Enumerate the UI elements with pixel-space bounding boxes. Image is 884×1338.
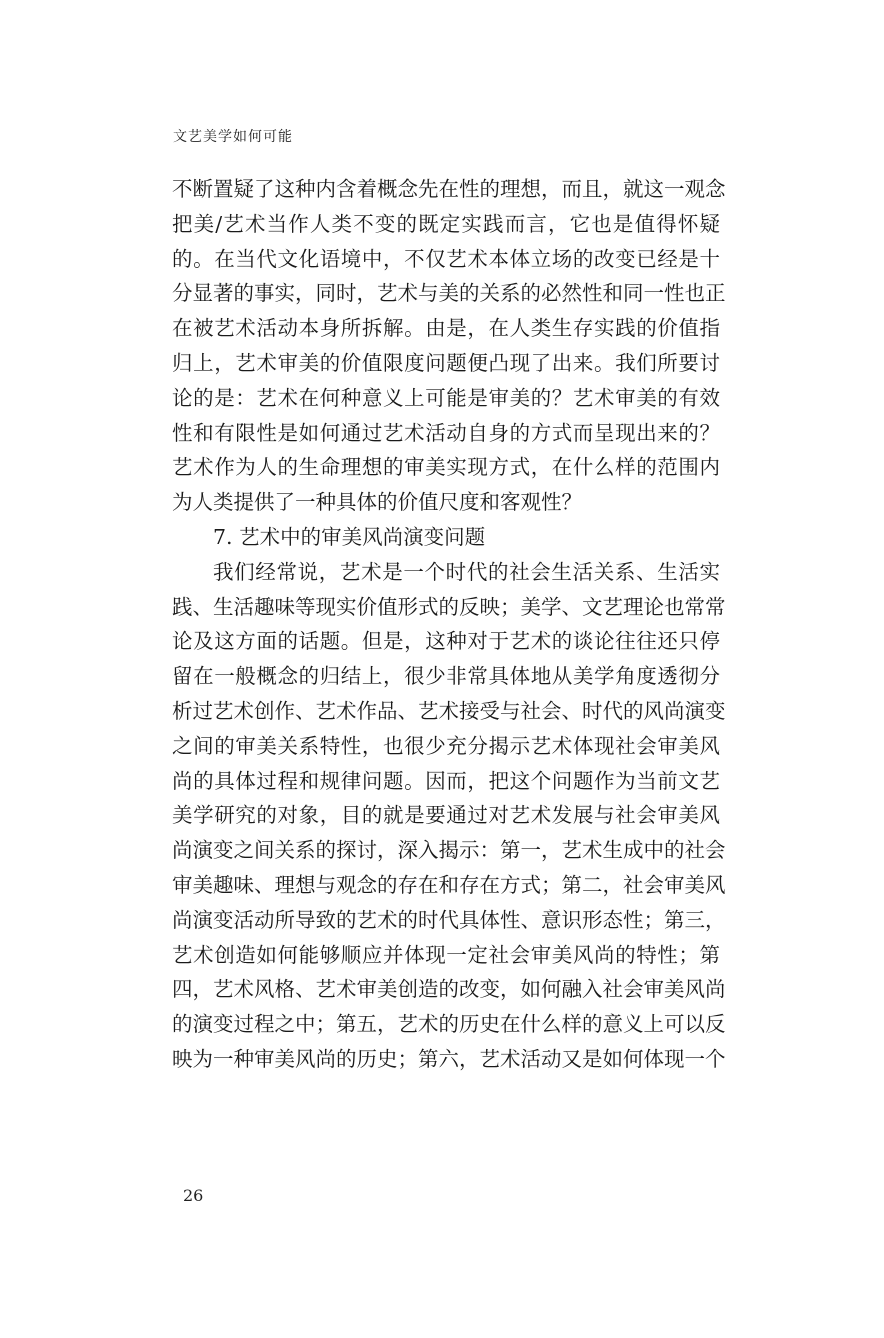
text-line: 析过艺术创作、艺术作品、艺术接受与社会、时代的风尚演变 <box>172 698 726 723</box>
running-head: 文艺美学如何可能 <box>173 129 293 145</box>
text-line: 在被艺术活动本身所拆解。由是，在人类生存实践的价值指 <box>172 316 720 341</box>
text-line: 美学研究的对象，目的就是要通过对艺术发展与社会审美风 <box>172 803 720 828</box>
text-line: 四，艺术风格、艺术审美创造的改变，如何融入社会审美风尚 <box>172 977 726 1002</box>
text-line: 我们经常说，艺术是一个时代的社会生活关系、生活实 <box>213 559 720 584</box>
text-line: 归上，艺术审美的价值限度问题便凸现了出来。我们所要讨 <box>172 350 720 375</box>
page-number: 26 <box>183 1186 204 1205</box>
text-line: 尚演变活动所导致的艺术的时代具体性、意识形态性；第三， <box>172 907 726 932</box>
section-heading: 7. 艺术中的审美风尚演变问题 <box>213 524 486 549</box>
text-line: 论及这方面的话题。但是，这种对于艺术的谈论往往还只停 <box>172 629 720 654</box>
text-line: 审美趣味、理想与观念的存在和存在方式；第二，社会审美风 <box>172 872 726 897</box>
text-line: 尚的具体过程和规律问题。因而，把这个问题作为当前文艺 <box>172 768 720 793</box>
text-line: 不断置疑了这种内含着概念先在性的理想，而且，就这一观念 <box>172 177 726 201</box>
text-line: 的。在当代文化语境中，不仅艺术本体立场的改变已经是十 <box>172 246 720 271</box>
text-line: 论的是：艺术在何种意义上可能是审美的？艺术审美的有效 <box>172 385 720 410</box>
text-line: 践、生活趣味等现实价值形式的反映；美学、文艺理论也常常 <box>172 594 726 619</box>
text-line: 艺术作为人的生命理想的审美实现方式，在什么样的范围内 <box>172 455 720 480</box>
body-text <box>172 172 726 1077</box>
text-line: 留在一般概念的归结上，很少非常具体地从美学角度透彻分 <box>172 664 720 689</box>
text-line: 为人类提供了一种具体的价值尺度和客观性？ <box>172 490 582 515</box>
text-line: 性和有限性是如何通过艺术活动自身的方式而呈现出来的？ <box>172 420 720 445</box>
text-line: 尚演变之间关系的探讨，深入揭示：第一，艺术生成中的社会 <box>172 838 726 863</box>
text-line: 映为一种审美风尚的历史；第六，艺术活动又是如何体现一个 <box>172 1046 726 1071</box>
text-line: 分显著的事实，同时，艺术与美的关系的必然性和同一性也正 <box>172 281 726 306</box>
text-line: 把美/艺术当作人类不变的既定实践而言，它也是值得怀疑 <box>172 211 720 236</box>
text-line: 之间的审美关系特性，也很少充分揭示艺术体现社会审美风 <box>172 733 720 758</box>
text-line: 艺术创造如何能够顺应并体现一定社会审美风尚的特性；第 <box>172 942 720 967</box>
text-line: 的演变过程之中；第五，艺术的历史在什么样的意义上可以反 <box>172 1012 726 1037</box>
